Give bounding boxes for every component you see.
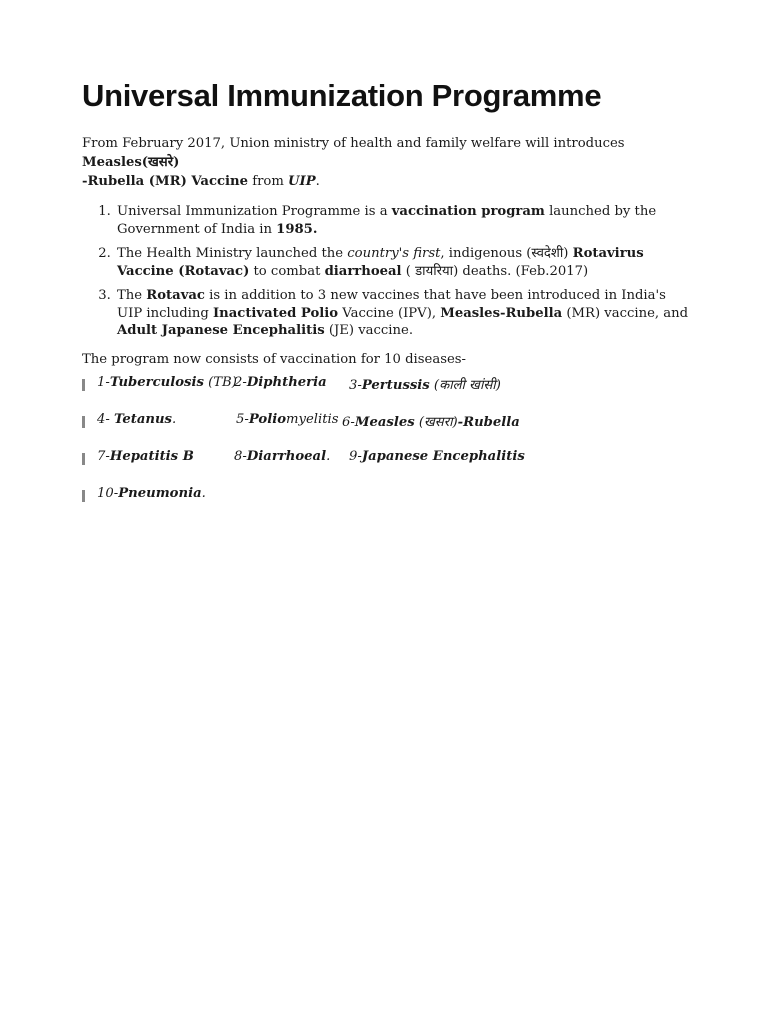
intro-paragraph <box>82 134 692 191</box>
text: to combat <box>249 263 325 279</box>
disease-row <box>82 449 692 486</box>
intro-text: . <box>315 174 320 189</box>
disease-6: 6-Measles (खसरा)-Rubella <box>342 414 520 430</box>
bold-text: Adult Japanese Encephalitis <box>117 323 325 338</box>
disease-7: 7-Hepatitis B <box>97 448 194 464</box>
intro-text: From February 2017, Union ministry of health and family welfare will introduces <box>82 136 625 151</box>
bold-text: Rotavac <box>146 288 205 303</box>
list-item <box>115 245 692 280</box>
text: Universal Immunization Programme is a <box>117 204 392 219</box>
italic-text: country's first <box>347 246 441 261</box>
text: Vaccine (IPV), <box>338 305 441 321</box>
text: The Health Ministry launched the <box>117 246 348 261</box>
bullet-bar <box>82 416 85 428</box>
text: (JE) vaccine. <box>324 323 414 338</box>
disease-2: 2-Diphtheria <box>234 374 327 390</box>
document-page <box>82 78 692 523</box>
disease-row <box>82 412 692 449</box>
disease-1: 1-Tuberculosis (TB) <box>97 374 237 390</box>
list-item <box>115 287 692 340</box>
bullet-bar <box>82 490 85 502</box>
bullet-bar <box>82 379 85 391</box>
bold-text: diarrhoeal <box>324 263 402 279</box>
text: (MR) vaccine, and <box>562 305 689 321</box>
disease-grid <box>82 375 692 523</box>
text: , indigenous (स्वदेशी) <box>440 246 573 261</box>
text: ( डायरिया) deaths. (Feb.2017) <box>401 263 589 279</box>
disease-10: 10-Pneumonia. <box>97 485 206 501</box>
disease-8: 8-Diarrhoeal. <box>234 448 331 464</box>
intro-uip: UIP <box>288 174 316 189</box>
disease-4: 4- Tetanus. <box>97 411 177 427</box>
intro-bold-measles: Measles(खसरे) <box>82 155 180 170</box>
disease-3: 3-Pertussis (काली खांसी) <box>349 377 501 393</box>
disease-9: 9-Japanese Encephalitis <box>349 448 525 464</box>
bullet-bar <box>82 453 85 465</box>
bold-text: vaccination program <box>391 204 545 219</box>
disease-row <box>82 486 692 523</box>
intro-bold-rubella: -Rubella (MR) Vaccine <box>82 174 249 189</box>
text: launched by the Government of India in <box>117 204 657 237</box>
bold-text: 1985. <box>276 221 318 237</box>
diseases-lead: The program now consists of vaccination for 10 diseases- <box>82 351 467 367</box>
intro-text: from <box>248 174 289 189</box>
bold-text: Rotavirus Vaccine (Rotavac) <box>117 246 644 279</box>
page-title: Universal Immunization Programme <box>82 78 602 113</box>
bold-text: Inactivated Polio <box>212 305 339 321</box>
text: The <box>117 288 147 303</box>
disease-5: 5-Poliomyelitis <box>236 411 339 427</box>
text: is in addition to 3 new vaccines that have been introduced in India's UIP including <box>117 288 666 321</box>
list-item <box>115 203 692 238</box>
bold-text: Measles-Rubella <box>440 305 563 321</box>
points-list <box>82 203 692 340</box>
disease-row <box>82 375 692 412</box>
